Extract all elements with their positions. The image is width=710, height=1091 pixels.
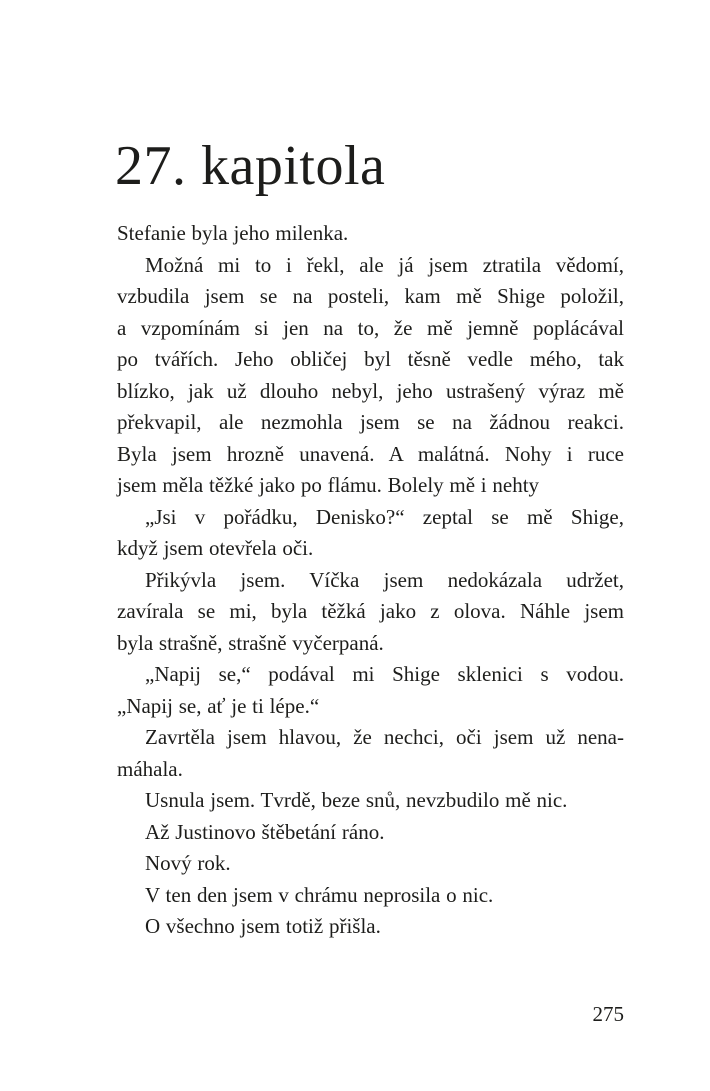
text-line: byla strašně, strašně vyčerpaná.	[117, 630, 384, 655]
text-line: po tvářích. Jeho obličej byl těsně vedle mého, tak	[117, 347, 624, 371]
text-line: V ten den jsem v chrámu neprosila o nic.	[145, 882, 494, 907]
page-number: 275	[592, 1002, 624, 1026]
text-line: Byla jsem hrozně unavená. A malátná. Nohy i ruce	[117, 441, 624, 466]
text-line: Zavrtěla jsem hlavou, že nechci, oči jsem už nena-	[145, 725, 624, 749]
text-line: jsem měla těžké jako po flámu. Bolely mě i nehty	[117, 473, 540, 497]
text-line: překvapil, ale nezmohla jsem se na žádnou reakci.	[117, 410, 624, 434]
text-line: O všechno jsem totiž přišla.	[145, 914, 381, 938]
text-line: Stefanie byla jeho milenka.	[117, 221, 349, 245]
text-line: vzbudila jsem se na posteli, kam mě Shige položil,	[117, 284, 624, 308]
text-line: „Jsi v pořádku, Denisko?“ zeptal se mě Shige,	[145, 504, 624, 529]
text-line: a vzpomínám si jen na to, že mě jemně poplácával	[117, 315, 624, 340]
text-line: Nový rok.	[145, 851, 231, 875]
text-line: „Napij se,“ podával mi Shige sklenici s vodou.	[145, 662, 624, 686]
text-line: když jsem otevřela oči.	[117, 536, 314, 560]
text-line: „Napij se, ať je ti lépe.“	[117, 693, 320, 718]
text-line: Až Justinovo štěbetání ráno.	[145, 819, 385, 844]
chapter-heading: 27. kapitola	[115, 134, 386, 197]
text-line: zavírala se mi, byla těžká jako z olova. Náhle jsem	[117, 599, 624, 623]
body-text	[117, 218, 624, 943]
text-line: Přikývla jsem. Víčka jsem nedokázala udržet,	[145, 567, 624, 592]
text-line: blízko, jak už dlouho nebyl, jeho ustrašený výraz mě	[117, 378, 624, 403]
text-line: Možná mi to i řekl, ale já jsem ztratila vědomí,	[145, 252, 624, 277]
text-line: máhala.	[117, 756, 183, 781]
text-line: Usnula jsem. Tvrdě, beze snů, nevzbudilo mě nic.	[145, 788, 568, 812]
